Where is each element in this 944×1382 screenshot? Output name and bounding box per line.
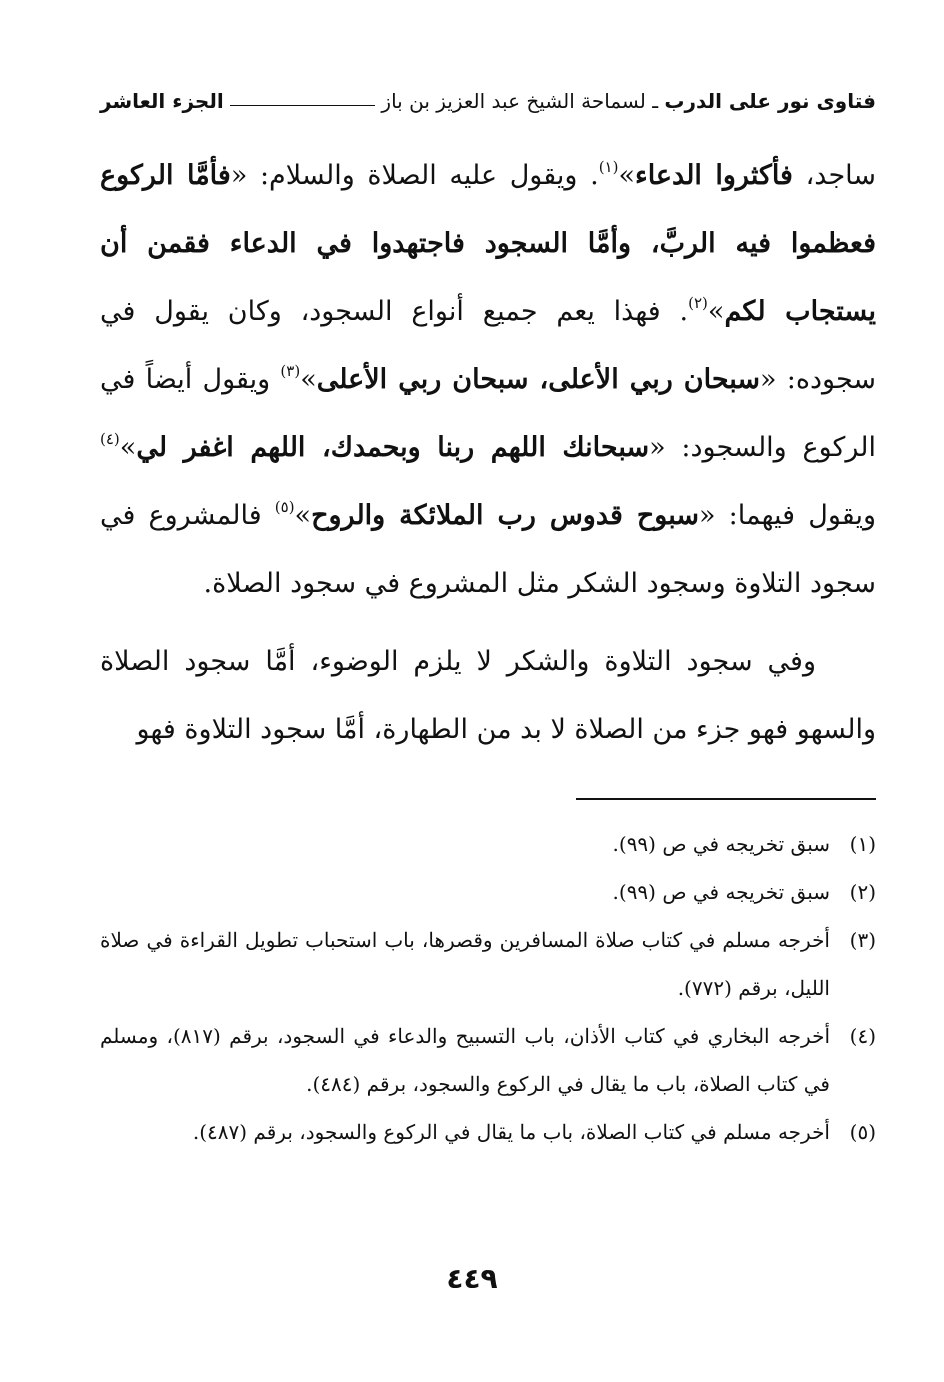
footnote xyxy=(100,916,876,1012)
footnote-number: (١) xyxy=(849,832,876,856)
footnote-number: (٤) xyxy=(849,1024,876,1048)
hadith-quote: سبحانك اللهم ربنا وبحمدك، اللهم اغفر لي xyxy=(136,432,650,463)
footnote-marker: (٢) xyxy=(688,294,708,312)
volume-label: الجزء العاشر xyxy=(100,89,224,113)
footnote-marker: (٣) xyxy=(280,362,301,380)
footnote-text: أخرجه البخاري في كتاب الأذان، باب التسبيح والدعاء في السجود، برقم (٨١٧)، ومسلم في كتاب الصلاة، باب ما يقال في الركوع والسجود، برقم (٤٨٤). xyxy=(100,1024,831,1096)
hadith-quote: فأمَّا الركوع فعظموا فيه الربَّ، وأمَّا السجود فاجتهدوا في الدعاء فقمن أن يستجاب لكم xyxy=(100,160,877,327)
body-text-run: » xyxy=(294,500,312,531)
body-text-run: ويقول أيضاً في الركوع والسجود: « xyxy=(100,364,877,463)
body-text-run: ويقول فيهما: « xyxy=(699,500,876,531)
hadith-quote: سبحان ربي الأعلى، سبحان ربي الأعلى xyxy=(316,364,761,395)
running-header xyxy=(100,82,876,120)
body-text-run: ساجد، xyxy=(792,160,877,191)
body-text-run: » xyxy=(618,160,635,191)
hadith-quote: سبوح قدوس رب الملائكة والروح xyxy=(311,500,700,531)
hadith-quote: فأكثروا الدعاء xyxy=(635,160,793,191)
footnote xyxy=(100,820,876,868)
main-text xyxy=(100,142,876,764)
footnote-separator xyxy=(576,798,876,800)
footnote xyxy=(100,1012,876,1108)
body-text-run: فالمشروع في سجود التلاوة وسجود الشكر مثل المشروع في سجود الصلاة. xyxy=(100,500,876,599)
book-title: فتاوى نور على الدرب xyxy=(664,89,876,113)
footnote-marker: (٤) xyxy=(100,430,120,448)
body-text-run: » xyxy=(300,364,317,395)
footnote xyxy=(100,868,876,916)
page xyxy=(100,82,876,1156)
header-dash: ـ xyxy=(645,89,665,113)
footnote-text: أخرجه مسلم في كتاب صلاة المسافرين وقصرها، باب استحباب تطويل القراءة في صلاة الليل، برقم (٧٧٢). xyxy=(100,928,830,1000)
footnote-text: سبق تخريجه في ص (٩٩). xyxy=(612,832,830,856)
paragraph-1 xyxy=(100,142,876,618)
body-text-run: » xyxy=(707,296,725,327)
footnote-marker: (٥) xyxy=(274,498,295,516)
footnote-number: (٢) xyxy=(849,880,876,904)
header-rule xyxy=(230,105,376,106)
footnote xyxy=(100,1108,876,1156)
body-text-run: . فهذا يعم جميع أنواع السجود، وكان يقول في سجوده: « xyxy=(100,296,877,395)
footnote-number: (٥) xyxy=(849,1120,876,1144)
footnote-number: (٣) xyxy=(849,928,876,952)
footnote-text: أخرجه مسلم في كتاب الصلاة، باب ما يقال في الركوع والسجود، برقم (٤٨٧). xyxy=(192,1120,830,1144)
author-credit: لسماحة الشيخ عبد العزيز بن باز xyxy=(381,89,646,113)
footnotes xyxy=(100,820,876,1156)
page-number: ٤٤٩ xyxy=(446,1262,498,1295)
footnote-text: سبق تخريجه في ص (٩٩). xyxy=(612,880,830,904)
body-text-run: . ويقول عليه الصلاة والسلام: « xyxy=(230,160,599,191)
footnote-marker: (١) xyxy=(598,158,619,176)
paragraph-2: وفي سجود التلاوة والشكر لا يلزم الوضوء، أمَّا سجود الصلاة والسهو فهو جزء من الصلاة لا بد من الطهارة، أمَّا سجود التلاوة فهو xyxy=(100,646,876,745)
body-text-run: » xyxy=(119,432,137,463)
